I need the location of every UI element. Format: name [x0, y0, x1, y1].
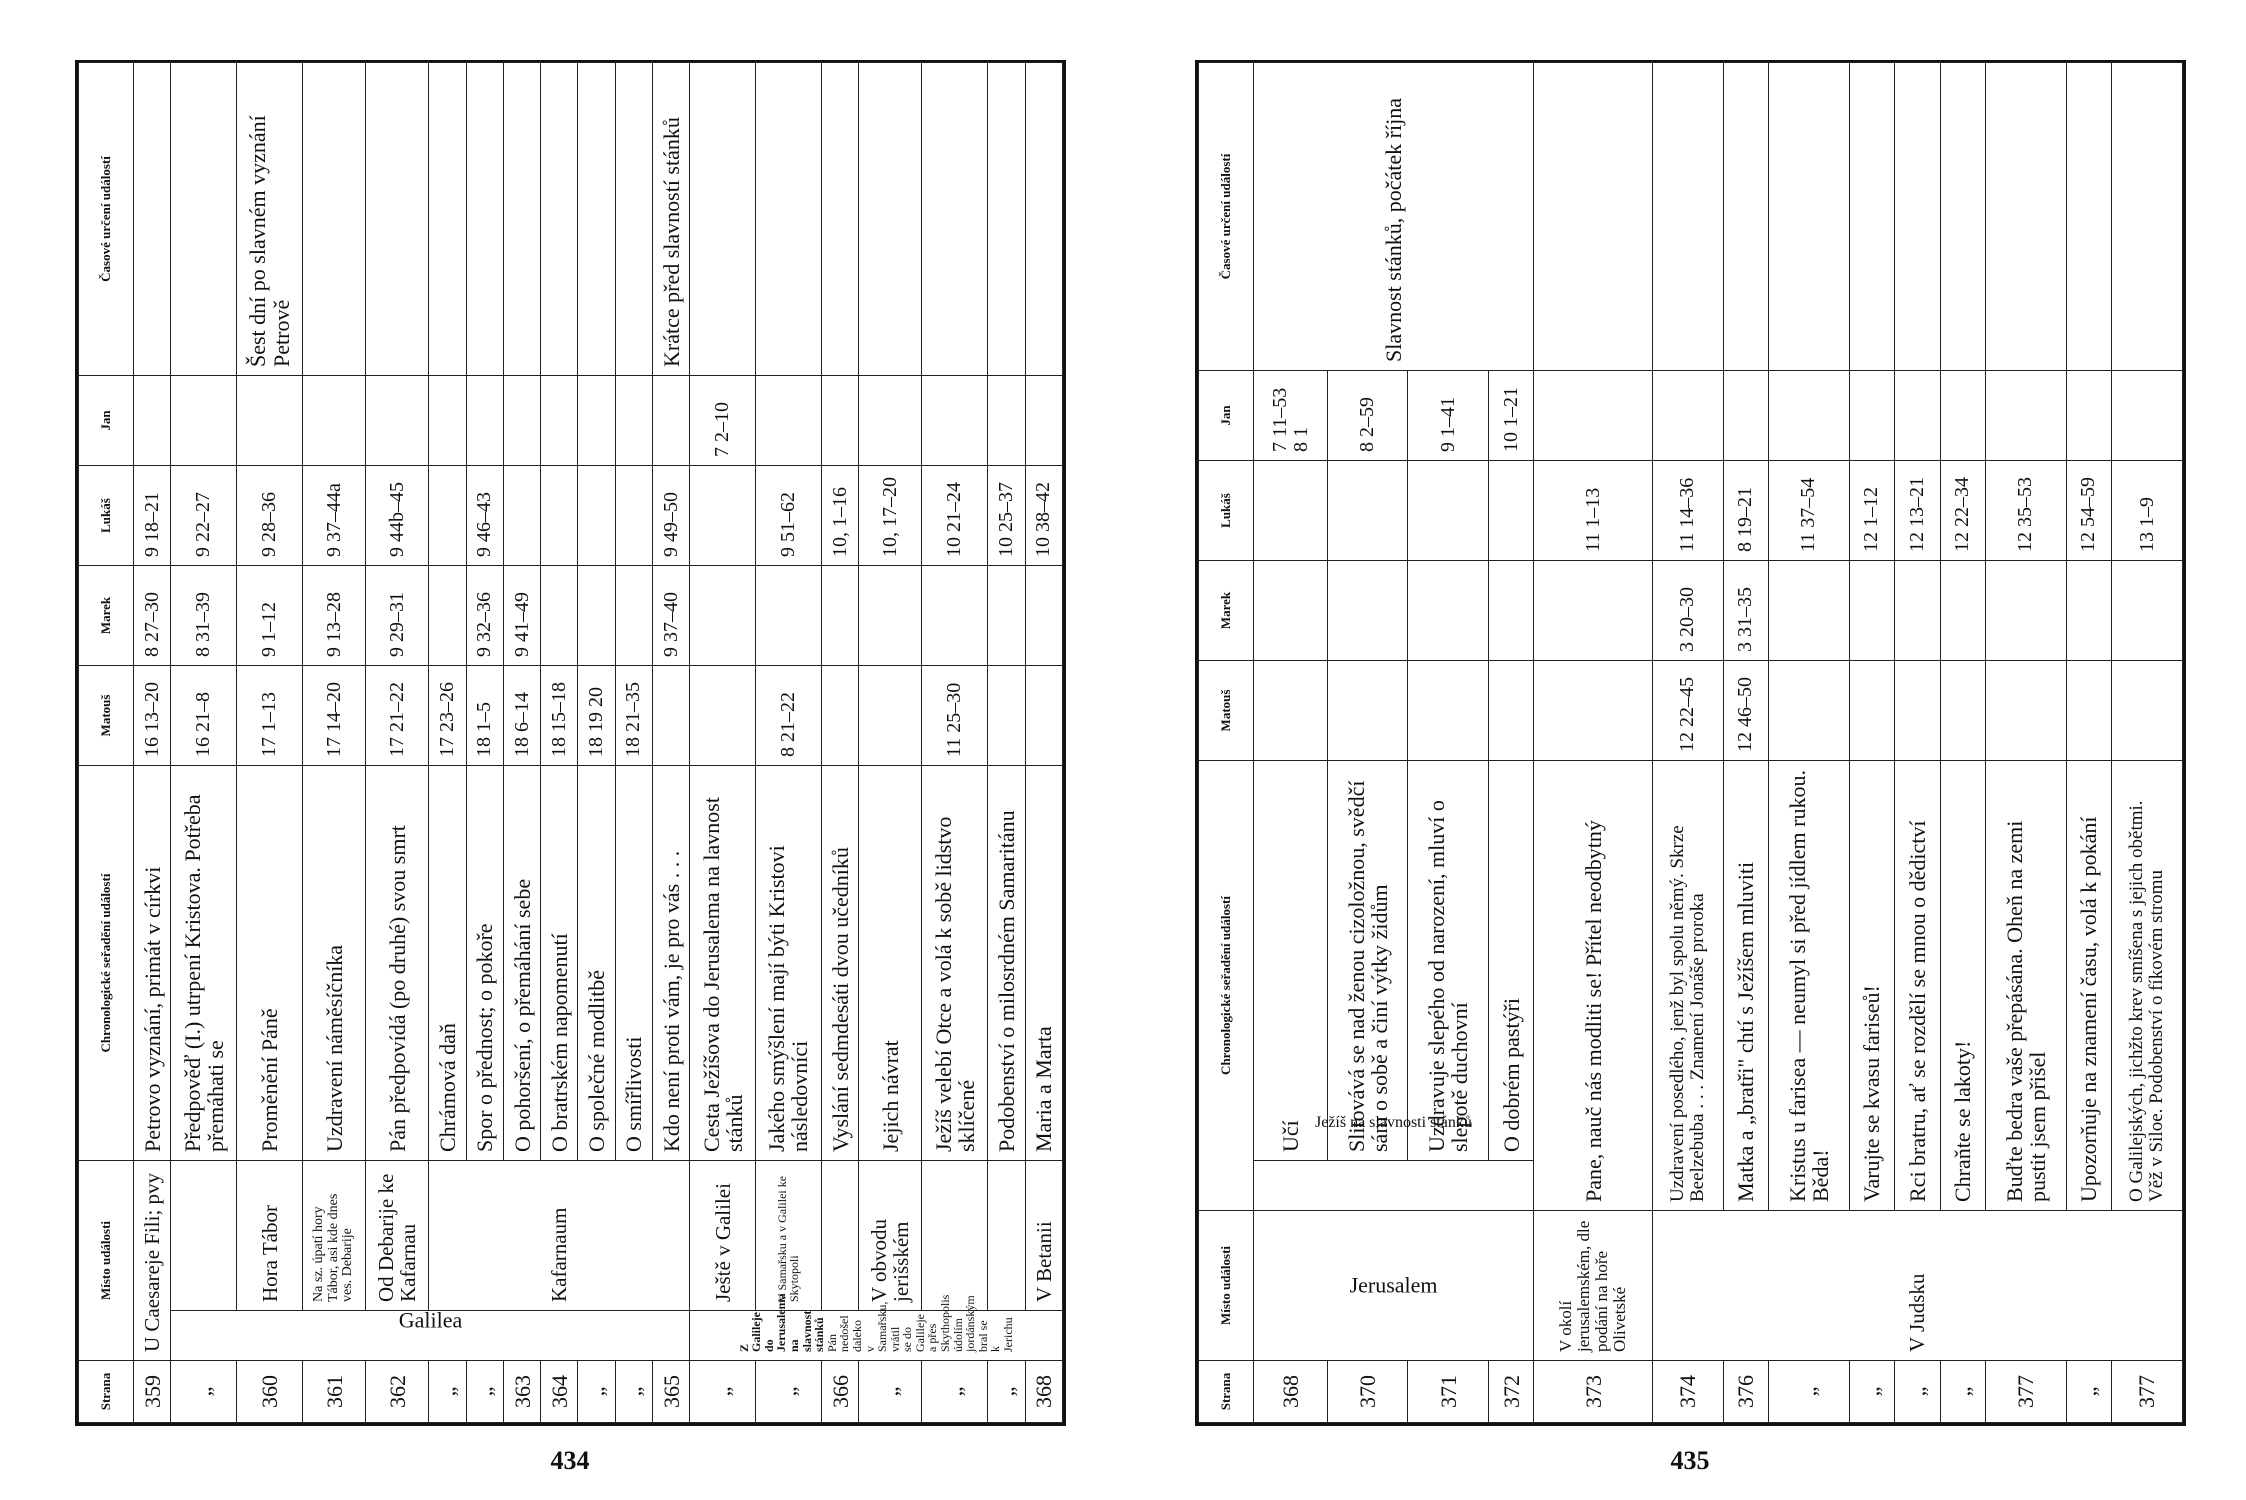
cell-cas	[1940, 62, 1986, 370]
region-label: Galilea	[398, 1307, 462, 1333]
cell-marek: 3 31–35	[1723, 560, 1769, 660]
cell-strana: 368	[1025, 1361, 1062, 1423]
cell-marek	[1940, 560, 1986, 660]
cell-chron: Slitovává se nad ženou cizoložnou, svědčí sám o sobě a činí výtky židům	[1328, 760, 1408, 1160]
cell-matous	[2112, 660, 2183, 760]
cell-cas	[2066, 62, 2112, 370]
festival-label: Ježíš na slavnosti stánků	[1315, 1114, 1473, 1132]
cell-cas	[1652, 62, 1723, 370]
header-chron: Chronologické seřadění událostí	[1199, 760, 1254, 1210]
cell-jan	[922, 376, 988, 466]
cell-matous	[821, 666, 858, 766]
cell-strana: „	[859, 1361, 922, 1423]
cell-jan	[1534, 370, 1652, 460]
cell-marek: 9 37–40	[652, 566, 689, 666]
cell-jan	[466, 376, 503, 466]
header-chron: Chronologické seřadění událostí	[79, 766, 134, 1161]
table-row	[1254, 62, 1328, 1422]
cell-strana: „	[1940, 1361, 1986, 1423]
cell-marek	[988, 566, 1025, 666]
cell-marek	[615, 566, 652, 666]
cell-chron: Kdo není proti vám, je pro vás . . .	[652, 766, 689, 1161]
cell-lukas: 12 35–53	[1986, 460, 2066, 560]
cell-strana: 362	[366, 1361, 429, 1423]
cell-marek	[429, 566, 466, 666]
page-number-left: 434	[550, 1446, 590, 1475]
cell-jan	[134, 376, 171, 466]
table-header-row	[79, 63, 134, 1423]
cell-misto	[821, 1161, 858, 1311]
cell-jan	[1849, 370, 1895, 460]
cell-lukas: 9 44b–45	[366, 466, 429, 566]
cell-lukas: 10, 17–20	[859, 466, 922, 566]
cell-misto: V obvodu jerišském	[859, 1161, 922, 1311]
cell-jan	[366, 376, 429, 466]
table-row	[690, 63, 756, 1423]
cell-lukas: 10 21–24	[922, 466, 988, 566]
header-cas: Časové určení událostí	[1199, 62, 1254, 370]
table-row	[922, 63, 988, 1423]
cell-chron: Buďte bedra vaše přepásána. Oheň na zemi pustit jsem přišel	[1986, 760, 2066, 1210]
cell-strana: „	[1769, 1361, 1849, 1423]
cell-strana: „	[171, 1361, 237, 1423]
cell-chron: Uzdravuje slepého od narození, mluví o slepotě duchovní	[1408, 760, 1488, 1160]
cell-lukas: 9 18–21	[134, 466, 171, 566]
cell-chron: Uzdravení náměsíčníka	[302, 766, 365, 1161]
cell-matous: 8 21–22	[756, 666, 822, 766]
header-matous: Matouš	[1199, 660, 1254, 760]
table-row	[859, 63, 922, 1423]
cell-lukas: 10, 1–16	[821, 466, 858, 566]
cell-cas	[1849, 62, 1895, 370]
cell-jan	[615, 376, 652, 466]
header-lukas: Lukáš	[79, 466, 134, 566]
cell-chron: O dobrém pastýři	[1488, 760, 1534, 1160]
cell-misto: Od Debarije ke Kafarnau	[366, 1161, 429, 1311]
journey-label-cell	[690, 1293, 1063, 1361]
cell-matous	[652, 666, 689, 766]
cell-chron: O společné modlitbě	[578, 766, 615, 1161]
table-row	[366, 63, 429, 1423]
cell-chron: O Galilejských, jichžto krev smíšena s jejich obětmi. Věž v Siloe. Podobenství o fíkovém stromu	[2112, 760, 2183, 1210]
cell-chron: Cesta Ježíšova do Jerusalema na lavnost stánků	[690, 766, 756, 1161]
cell-strana: „	[922, 1361, 988, 1423]
cell-cas	[302, 63, 365, 376]
cell-strana: „	[2066, 1361, 2112, 1423]
cell-jan	[503, 376, 540, 466]
cell-cas	[1723, 62, 1769, 370]
cell-jan	[756, 376, 822, 466]
cell-misto: V Betanii	[1025, 1161, 1062, 1311]
cell-lukas: 10 25–37	[988, 466, 1025, 566]
cell-jan: 10 1–21	[1488, 370, 1534, 460]
table-row	[429, 63, 466, 1423]
cell-lukas	[503, 466, 540, 566]
cell-cas	[1025, 63, 1062, 376]
cell-cas	[988, 63, 1025, 376]
header-matous: Matouš	[79, 666, 134, 766]
cell-chron: Jejich návrat	[859, 766, 922, 1161]
cell-lukas: 12 1–12	[1849, 460, 1895, 560]
cell-lukas: 11 14–36	[1652, 460, 1723, 560]
region-galilea	[171, 1307, 690, 1361]
cell-marek	[690, 566, 756, 666]
cell-misto: V Samařsku a v Galilei ke Skytopoli	[756, 1161, 822, 1311]
cell-misto: Na sz. úpatí hory Tábor, asi kde dnes ves. Debarije	[302, 1161, 365, 1311]
cell-matous: 17 14–20	[302, 666, 365, 766]
cell-chron: Uzdravení posedlého, jenž byl spolu němý. Skrze Beelzebuba . . . Znamení Jonáše proroka	[1652, 760, 1723, 1210]
cell-lukas: 8 19–21	[1723, 460, 1769, 560]
cell-marek	[1488, 560, 1534, 660]
cell-lukas: 11 1–13	[1534, 460, 1652, 560]
right-chronology-table	[1198, 62, 2183, 1423]
cell-cas	[171, 63, 237, 376]
cell-jan	[171, 376, 237, 466]
cell-marek: 9 29–31	[366, 566, 429, 666]
cell-chron: Rci bratru, ať se rozdělí se mnou o dědictví	[1895, 760, 1941, 1210]
cell-strana: „	[988, 1361, 1025, 1423]
cell-chron: Kristus u farisea — neumyl si před jídlem rukou. Běda!	[1769, 760, 1849, 1210]
cell-matous: 12 22–45	[1652, 660, 1723, 760]
cell-misto-judsko: V Judsku	[1652, 1211, 2182, 1361]
cell-lukas: 9 22–27	[171, 466, 237, 566]
cell-cas	[859, 63, 922, 376]
cell-jan	[1723, 370, 1769, 460]
cell-strana: „	[429, 1361, 466, 1423]
page-number-right: 435	[1670, 1446, 1710, 1475]
cell-chron: Petrovo vyznání, primát v církvi	[134, 766, 171, 1161]
cell-marek	[1849, 560, 1895, 660]
cell-matous: 17 23–26	[429, 666, 466, 766]
cell-strana: 359	[134, 1361, 171, 1423]
cell-strana: 370	[1328, 1361, 1408, 1423]
header-marek: Marek	[1199, 560, 1254, 660]
cell-cas	[1769, 62, 1849, 370]
cell-strana: „	[1895, 1361, 1941, 1423]
cell-jan	[1940, 370, 1986, 460]
cell-chron: Matka a „bratři" chtí s Ježíšem mluviti	[1723, 760, 1769, 1210]
cell-lukas: 11 37–54	[1769, 460, 1849, 560]
cell-lukas	[578, 466, 615, 566]
cell-matous: 16 21–8	[171, 666, 237, 766]
cell-chron: Podobenství o milosrdném Samaritánu	[988, 766, 1025, 1161]
left-page	[75, 60, 1066, 1426]
cell-marek	[1986, 560, 2066, 660]
cell-strana: 374	[1652, 1361, 1723, 1423]
cell-misto	[922, 1161, 988, 1311]
cell-cas	[466, 63, 503, 376]
cell-chron: O bratrském napomenutí	[541, 766, 578, 1161]
cell-chron: Proměnění Páně	[237, 766, 303, 1161]
cell-jan	[988, 376, 1025, 466]
cell-jan	[652, 376, 689, 466]
cell-lukas: 9 46–43	[466, 466, 503, 566]
cell-jan	[821, 376, 858, 466]
right-page	[1195, 60, 2186, 1426]
cell-jan	[429, 376, 466, 466]
cell-marek	[821, 566, 858, 666]
cell-strana: „	[690, 1361, 756, 1423]
cell-chron: Chrámová daň	[429, 766, 466, 1161]
cell-lukas	[429, 466, 466, 566]
cell-marek	[541, 566, 578, 666]
cell-lukas: 9 49–50	[652, 466, 689, 566]
table-row	[1534, 62, 1652, 1422]
cell-cas	[503, 63, 540, 376]
cell-cas	[578, 63, 615, 376]
header-strana: Strana	[79, 1361, 134, 1423]
cell-misto-kafarnaum: Kafarnaum	[429, 1161, 690, 1311]
cell-jan	[1986, 370, 2066, 460]
cell-cas	[821, 63, 858, 376]
cell-strana: „	[578, 1361, 615, 1423]
cell-lukas: 12 54–59	[2066, 460, 2112, 560]
cell-matous	[1408, 660, 1488, 760]
cell-lukas	[1488, 460, 1534, 560]
cell-strana: „	[615, 1361, 652, 1423]
cell-lukas: 12 22–34	[1940, 460, 1986, 560]
cell-strana: „	[466, 1361, 503, 1423]
cell-strana: 376	[1723, 1361, 1769, 1423]
cell-matous: 17 21–22	[366, 666, 429, 766]
cell-matous: 16 13–20	[134, 666, 171, 766]
table-row	[237, 63, 303, 1423]
cell-cas: Slavnost stánků, počátek října	[1254, 62, 1534, 370]
cell-jan	[1652, 370, 1723, 460]
cell-cas	[2112, 62, 2183, 370]
cell-lukas	[541, 466, 578, 566]
cell-marek	[578, 566, 615, 666]
cell-chron: Pane, nauč nás modliti se! Přítel neodbytný	[1534, 760, 1652, 1210]
cell-jan	[2112, 370, 2183, 460]
cell-chron: Předpověď (I.) utrpení Kristova. Potřeba přemáhati se	[171, 766, 237, 1161]
header-cas: Časové určení událostí	[79, 63, 134, 376]
cell-jan	[1895, 370, 1941, 460]
cell-chron: Varujte se kvasu fariseů!	[1849, 760, 1895, 1210]
region-jerusalem	[1254, 1211, 1534, 1361]
table-row	[1652, 62, 1723, 1422]
cell-strana: 371	[1408, 1361, 1488, 1423]
header-jan: Jan	[79, 376, 134, 466]
cell-jan	[578, 376, 615, 466]
header-strana: Strana	[1199, 1361, 1254, 1423]
cell-jan: 7 11–53 8 1	[1254, 370, 1328, 460]
table-row	[821, 63, 858, 1423]
cell-chron: Spor o přednost; o pokoře	[466, 766, 503, 1161]
table-row	[302, 63, 365, 1423]
cell-strana: 372	[1488, 1361, 1534, 1423]
cell-marek	[859, 566, 922, 666]
cell-misto: Ještě v Galilei	[690, 1161, 756, 1311]
cell-cas	[922, 63, 988, 376]
cell-matous	[1940, 660, 1986, 760]
cell-misto: U Caesareje Fili; pvy	[134, 1161, 171, 1361]
cell-matous	[1849, 660, 1895, 760]
table-header-row	[1199, 62, 1254, 1422]
cell-chron: Pán předpovídá (po druhé) svou smrt	[366, 766, 429, 1161]
cell-marek: 9 41–49	[503, 566, 540, 666]
cell-lukas	[1408, 460, 1488, 560]
cell-matous	[1986, 660, 2066, 760]
cell-matous: 18 1–5	[466, 666, 503, 766]
cell-matous	[1328, 660, 1408, 760]
cell-marek: 8 31–39	[171, 566, 237, 666]
cell-matous	[859, 666, 922, 766]
cell-chron: Maria a Marta	[1025, 766, 1062, 1161]
cell-marek	[756, 566, 822, 666]
cell-chron: Jakého smýšlení mají býti Kristovi následovníci	[756, 766, 822, 1161]
header-lukas: Lukáš	[1199, 460, 1254, 560]
cell-lukas	[1328, 460, 1408, 560]
cell-matous	[1534, 660, 1652, 760]
cell-jan	[541, 376, 578, 466]
cell-chron: Chraňte se lakoty!	[1940, 760, 1986, 1210]
cell-matous	[2066, 660, 2112, 760]
cell-jan	[1769, 370, 1849, 460]
cell-matous: 12 46–50	[1723, 660, 1769, 760]
cell-cas: Šest dní po slavném vyznání Petrově	[237, 63, 303, 376]
cell-marek	[2066, 560, 2112, 660]
cell-jan	[237, 376, 303, 466]
cell-marek	[1328, 560, 1408, 660]
cell-cas	[366, 63, 429, 376]
cell-cas	[541, 63, 578, 376]
cell-lukas: 10 38–42	[1025, 466, 1062, 566]
region-label: Jerusalem	[1349, 1272, 1438, 1298]
journey-note: Pán nedošel daleko v Samařsku, vrátil se do Galileje a přes Skythopolis údolím jordánským bral se k Jerichu	[824, 1294, 1016, 1352]
cell-jan	[302, 376, 365, 466]
cell-cas	[429, 63, 466, 376]
cell-marek	[2112, 560, 2183, 660]
cell-marek	[922, 566, 988, 666]
cell-marek: 9 32–36	[466, 566, 503, 666]
cell-cas	[1534, 62, 1652, 370]
cell-strana: 366	[821, 1361, 858, 1423]
cell-matous: 18 15–18	[541, 666, 578, 766]
cell-chron: Upozorňuje na znamení času, volá k pokání	[2066, 760, 2112, 1210]
cell-cas	[1986, 62, 2066, 370]
cell-matous: 11 25–30	[922, 666, 988, 766]
table-row	[988, 63, 1025, 1423]
cell-matous: 18 21–35	[615, 666, 652, 766]
cell-cas: Krátce před slavností stánků	[652, 63, 689, 376]
cell-chron: O smířlivosti	[615, 766, 652, 1161]
cell-jan	[2066, 370, 2112, 460]
cell-marek: 8 27–30	[134, 566, 171, 666]
cell-strana: 361	[302, 1361, 365, 1423]
cell-matous: 17 1–13	[237, 666, 303, 766]
cell-marek	[1769, 560, 1849, 660]
cell-misto	[988, 1161, 1025, 1311]
cell-jan: 7 2–10	[690, 376, 756, 466]
cell-lukas: 9 28–36	[237, 466, 303, 566]
cell-matous	[1025, 666, 1062, 766]
cell-matous: 18 19 20	[578, 666, 615, 766]
table-row	[171, 63, 237, 1423]
cell-strana: 360	[237, 1361, 303, 1423]
cell-chron: Učí	[1254, 760, 1328, 1160]
cell-strana: 365	[652, 1361, 689, 1423]
cell-lukas: 9 37–44a	[302, 466, 365, 566]
cell-strana: 368	[1254, 1361, 1328, 1423]
cell-matous	[988, 666, 1025, 766]
cell-marek	[1025, 566, 1062, 666]
cell-matous	[1488, 660, 1534, 760]
cell-lukas: 13 1–9	[2112, 460, 2183, 560]
cell-marek	[1408, 560, 1488, 660]
cell-lukas	[690, 466, 756, 566]
cell-strana: „	[756, 1361, 822, 1423]
cell-matous	[1769, 660, 1849, 760]
cell-chron: Ježíš velebí Otce a volá k sobě lidstvo sklíčené	[922, 766, 988, 1161]
cell-strana: „	[1849, 1361, 1895, 1423]
cell-strana: 377	[2112, 1361, 2183, 1423]
cell-lukas: 12 13–21	[1895, 460, 1941, 560]
table-row	[134, 63, 171, 1423]
cell-marek: 3 20–30	[1652, 560, 1723, 660]
cell-cas	[615, 63, 652, 376]
cell-lukas: 9 51–62	[756, 466, 822, 566]
cell-marek	[1895, 560, 1941, 660]
table-row	[1025, 63, 1062, 1423]
header-misto: Místo události	[1199, 1211, 1254, 1361]
cell-marek: 9 13–28	[302, 566, 365, 666]
cell-matous	[1254, 660, 1328, 760]
cell-cas	[756, 63, 822, 376]
cell-misto: Hora Tábor	[237, 1161, 303, 1311]
cell-misto	[171, 1161, 237, 1311]
cell-strana: 373	[1534, 1361, 1652, 1423]
cell-matous	[1895, 660, 1941, 760]
cell-lukas	[1254, 460, 1328, 560]
cell-matous	[690, 666, 756, 766]
cell-strana: 364	[541, 1361, 578, 1423]
cell-jan: 9 1–41	[1408, 370, 1488, 460]
header-misto: Místo události	[79, 1161, 134, 1361]
cell-jan	[1025, 376, 1062, 466]
cell-strana: 363	[503, 1361, 540, 1423]
cell-lukas	[615, 466, 652, 566]
header-marek: Marek	[79, 566, 134, 666]
cell-strana: 377	[1986, 1361, 2066, 1423]
cell-misto: V okolí jerusalemském, dle podání na hoře Olivetské	[1534, 1211, 1652, 1361]
cell-cas	[690, 63, 756, 376]
cell-cas	[134, 63, 171, 376]
cell-matous: 18 6–14	[503, 666, 540, 766]
cell-jan	[859, 376, 922, 466]
journey-label: Z Galileje do Jerusalema na slavnost stánků	[736, 1293, 827, 1352]
cell-cas	[1895, 62, 1941, 370]
header-jan: Jan	[1199, 370, 1254, 460]
left-chronology-table	[78, 62, 1063, 1423]
cell-jan: 8 2–59	[1328, 370, 1408, 460]
table-row	[756, 63, 822, 1423]
cell-chron: O pohoršení, o přemáhání sebe	[503, 766, 540, 1161]
cell-marek: 9 1–12	[237, 566, 303, 666]
cell-marek	[1254, 560, 1328, 660]
cell-chron: Vyslání sedmdesáti dvou učedníků	[821, 766, 858, 1161]
cell-marek	[1534, 560, 1652, 660]
